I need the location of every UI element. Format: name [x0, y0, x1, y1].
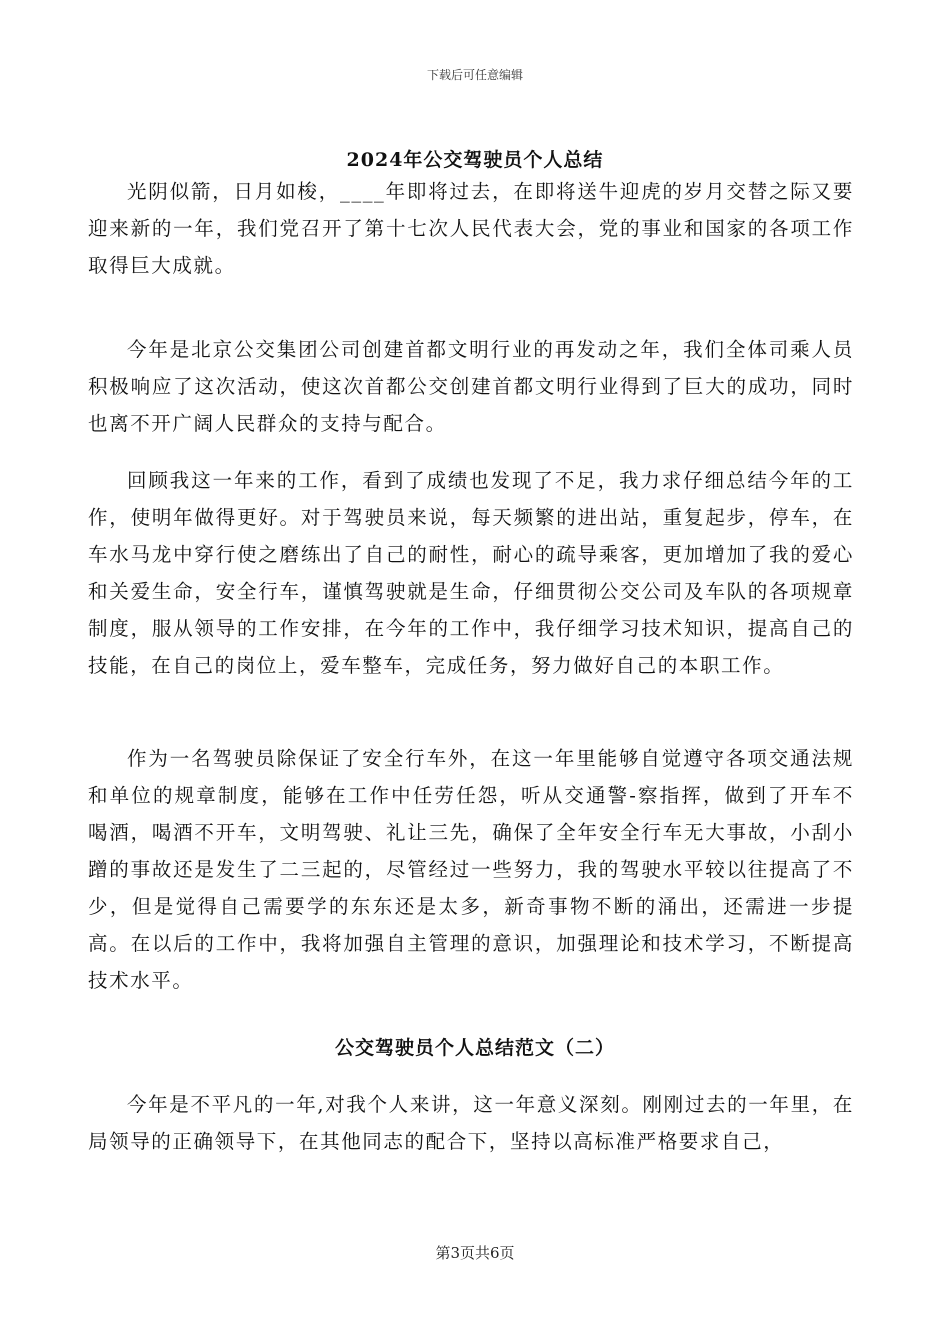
section-paragraph-1: 今年是不平凡的一年,对我个人来讲，这一年意义深刻。刚刚过去的一年里，在局领导的正确领导下，在其他同志的配合下，坚持以高标准严格要求自己，: [88, 1093, 854, 1153]
paragraph-2: 今年是北京公交集团公司创建首都文明行业的再发动之年，我们全体司乘人员积极响应了这次活动，使这次首都公交创建首都文明行业得到了巨大的成功，同时也离不开广阔人民群众的支持与配合。: [88, 338, 854, 435]
page-footer: 第3页共6页: [435, 1244, 515, 1262]
section-title: 公交驾驶员个人总结范文（二）: [334, 1037, 615, 1059]
paragraph-3: 回顾我这一年来的工作，看到了成绩也发现了不足，我力求仔细总结今年的工作，使明年做得更好。对于驾驶员来说，每天频繁的进出站，重复起步，停车，在车水马龙中穿行使之磨练出了自己的耐性，耐心的疏导乘客，更加增加了我的爱心和关爱生命，安全行车，谨慎驾驶就是生命，仔细贯彻公交公司及车队的各项规章制度，服从领导的工作安排，在今年的工作中，我仔细学习技术知识，提高自己的技能，在自己的岗位上，爱车整车，完成任务，努力做好自己的本职工作。: [88, 469, 854, 677]
document-title: 2024年公交驾驶员个人总结: [346, 149, 604, 171]
paragraph-4: 作为一名驾驶员除保证了安全行车外，在这一年里能够自觉遵守各项交通法规和单位的规章制度，能够在工作中任劳任怨，听从交通警-察指挥，做到了开车不喝酒，喝酒不开车，文明驾驶、礼让三先，确保了全年安全行车无大事故，小刮小蹭的事故还是发生了二三起的，尽管经过一些努力，我的驾驶水平较以往提高了不少，但是觉得自己需要学的东东还是太多，新奇事物不断的涌出，还需进一步提高。在以后的工作中，我将加强自主管理的意识，加强理论和技术学习，不断提高技术水平。: [88, 747, 854, 992]
paragraph-1: 光阴似箭，日月如梭，____年即将过去，在即将送牛迎虎的岁月交替之际又要迎来新的一年，我们党召开了第十七次人民代表大会，党的事业和国家的各项工作取得巨大成就。: [88, 180, 854, 277]
page-header: 下载后可任意编辑: [426, 68, 523, 82]
